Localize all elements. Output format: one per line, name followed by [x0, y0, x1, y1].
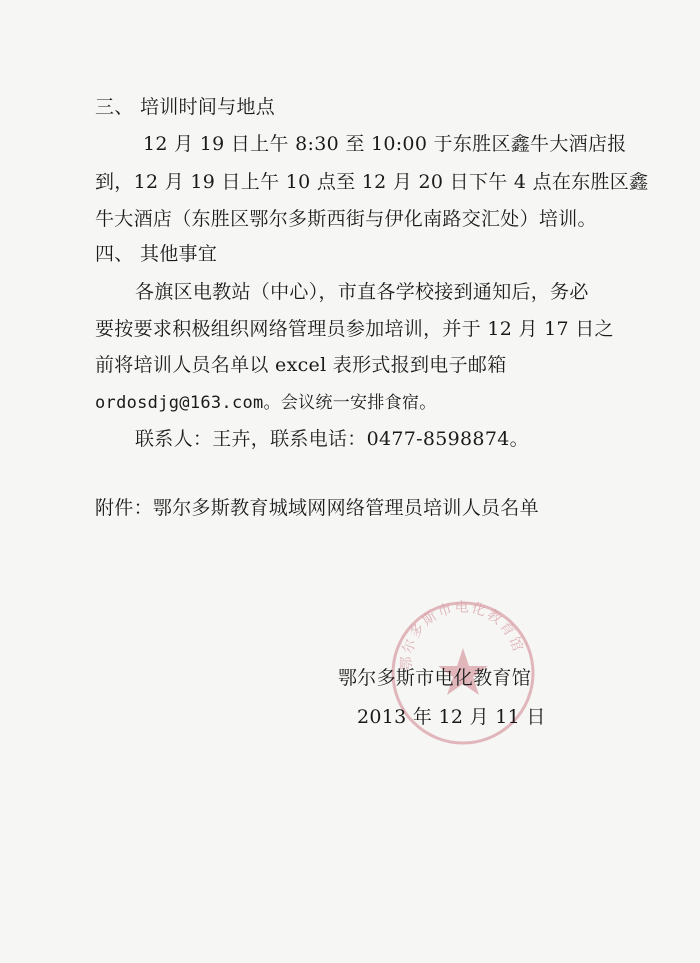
signature-date: 2013 年 12 月 11 日 [357, 706, 546, 728]
attachment-line: 附件：鄂尔多斯教育城域网网络管理员培训人员名单 [95, 497, 539, 519]
section-3-line-1: 12 月 19 日上午 8:30 至 10:00 于东胜区鑫牛大酒店报 [143, 133, 627, 155]
section-3-line-2: 到，12 月 19 日上午 10 点至 12 月 20 日下午 4 点在东胜区鑫 [95, 171, 649, 193]
section-4-line-4: ordosdjg@163.com。会议统一安排食宿。 [95, 393, 437, 413]
seal-text: 鄂尔多斯市电化教育馆 [398, 599, 526, 671]
section-4-line-3: 前将培训人员名单以 excel 表形式报到电子邮箱 [95, 354, 507, 376]
section-4-line-2: 要按要求积极组织网络管理员参加培训，并于 12 月 17 日之 [95, 318, 614, 340]
section-4-heading: 四、 其他事宜 [95, 243, 218, 265]
contact-line: 联系人：王卉，联系电话：0477-8598874。 [135, 428, 529, 450]
signature-org: 鄂尔多斯市电化教育馆 [338, 667, 532, 689]
section-3-heading: 三、 培训时间与地点 [95, 96, 276, 118]
section-3-line-3: 牛大酒店（东胜区鄂尔多斯西街与伊化南路交汇处）培训。 [95, 208, 597, 230]
section-4-line-1: 各旗区电教站（中心），市直各学校接到通知后，务必 [135, 281, 589, 303]
